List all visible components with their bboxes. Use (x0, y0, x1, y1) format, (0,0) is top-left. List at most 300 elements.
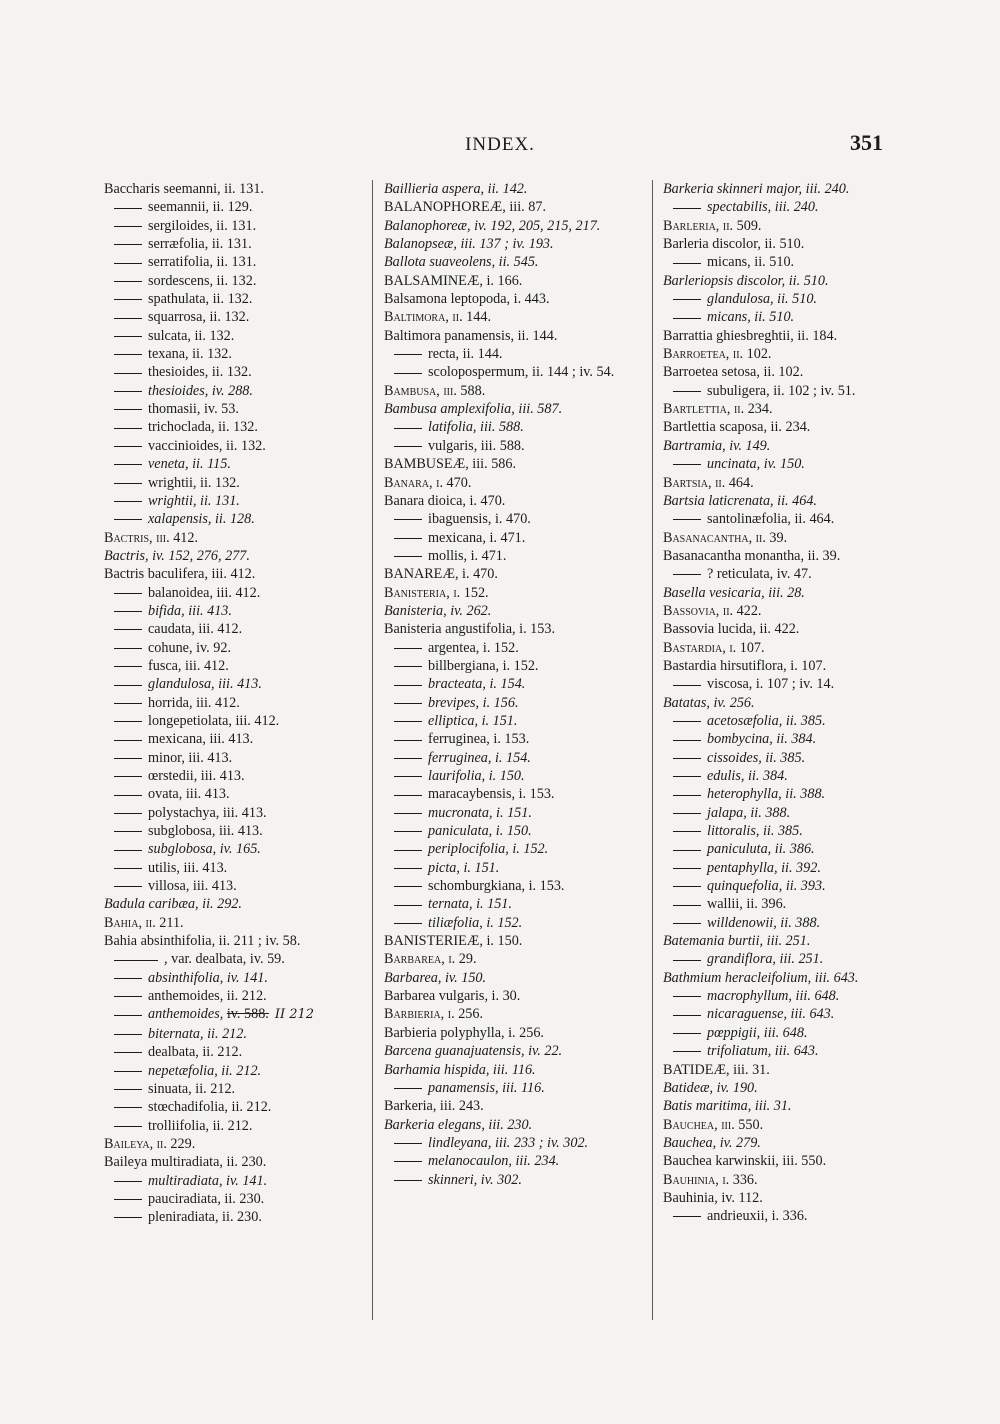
ditto-dash (114, 978, 142, 979)
ditto-dash (673, 208, 701, 209)
entry-text: thesioides, ii. 132. (148, 364, 252, 381)
entry-text: trifoliatum, iii. 643. (707, 1043, 819, 1060)
entry-text: vaccinioides, ii. 132. (148, 437, 266, 454)
entry-text: Bartlettia scaposa, ii. 234. (663, 419, 811, 436)
entry-text: Barroetea, ii. 102. (663, 346, 772, 363)
index-subentry (104, 785, 366, 803)
entry-text: micans, ii. 510. (707, 309, 795, 326)
entry-text: Barbieria, i. 256. (384, 1006, 484, 1023)
entry-text: wrightii, ii. 131. (148, 492, 240, 509)
entry-text: utilis, iii. 413. (148, 859, 228, 876)
ditto-dash (673, 263, 701, 264)
index-entry (104, 547, 366, 565)
ditto-dash (394, 721, 422, 722)
index-entry (104, 914, 366, 932)
index-entry (104, 529, 366, 547)
entry-text: ternata, i. 151. (428, 896, 512, 913)
index-entry (663, 932, 925, 950)
index-subentry (104, 363, 366, 381)
index-entry (384, 382, 646, 400)
ditto-dash (394, 813, 422, 814)
ditto-dash (114, 428, 142, 429)
index-subentry (104, 657, 366, 675)
index-subentry (384, 749, 646, 767)
entry-text: lindleyana, iii. 233 ; iv. 302. (428, 1134, 589, 1151)
index-subentry (663, 1024, 925, 1042)
ditto-dash (673, 886, 701, 887)
entry-text: bifida, iii. 413. (148, 602, 232, 619)
index-subentry (663, 382, 925, 400)
ditto-dash (114, 629, 142, 630)
entry-text: sinuata, ii. 212. (148, 1080, 236, 1097)
entry-text: ? reticulata, iv. 47. (707, 566, 812, 583)
index-entry (384, 235, 646, 253)
entry-text: Bauchea, iv. 279. (663, 1134, 761, 1151)
entry-text: Bactris, iii. 412. (104, 529, 199, 546)
ditto-dash (394, 850, 422, 851)
ditto-dash (673, 574, 701, 575)
index-entry (663, 529, 925, 547)
entry-text: heterophylla, ii. 388. (707, 786, 826, 803)
entry-text: macrophyllum, iii. 648. (707, 988, 840, 1005)
entry-text: trichoclada, ii. 132. (148, 419, 258, 436)
ditto-dash (114, 318, 142, 319)
entry-text: , var. dealbata, iv. 59. (164, 951, 285, 968)
entry-text: wallii, ii. 396. (707, 896, 787, 913)
entry-text: thesioides, iv. 288. (148, 382, 253, 399)
entry-text: Bambusa, iii. 588. (384, 382, 486, 399)
index-entry (663, 969, 925, 987)
entry-text: schomburgkiana, i. 153. (428, 878, 565, 895)
index-entry (663, 657, 925, 675)
entry-text: Bambusa amplexifolia, iii. 587. (384, 401, 563, 418)
ditto-dash (114, 299, 142, 300)
entry-text: minor, iii. 413. (148, 749, 233, 766)
index-subentry (104, 694, 366, 712)
ditto-dash (114, 831, 142, 832)
ditto-dash (114, 373, 142, 374)
index-entry (384, 950, 646, 968)
index-subentry (663, 950, 925, 968)
index-subentry (663, 253, 925, 271)
index-subentry (384, 1171, 646, 1189)
index-subentry (104, 455, 366, 473)
index-subentry (663, 767, 925, 785)
index-subentry (104, 1025, 366, 1043)
index-subentry (104, 253, 366, 271)
index-entry (663, 584, 925, 602)
index-entry (384, 198, 646, 216)
index-subentry (384, 914, 646, 932)
ditto-dash (394, 831, 422, 832)
entry-text: subuligera, ii. 102 ; iv. 51. (707, 382, 856, 399)
index-entry (663, 1152, 925, 1170)
index-subentry (104, 474, 366, 492)
entry-text: balanoidea, iii. 412. (148, 584, 261, 601)
index-entry (384, 290, 646, 308)
ditto-dash (114, 391, 142, 392)
ditto-dash (114, 1052, 142, 1053)
ditto-dash (114, 244, 142, 245)
entry-text: mucronata, i. 151. (428, 804, 532, 821)
ditto-dash (673, 758, 701, 759)
ditto-dash (114, 611, 142, 612)
entry-text: subglobosa, iii. 413. (148, 823, 263, 840)
index-entry (384, 1005, 646, 1023)
entry-text: biternata, ii. 212. (148, 1025, 247, 1042)
entry-text: nicaraguense, iii. 643. (707, 1006, 835, 1023)
index-subentry (104, 235, 366, 253)
index-subentry (104, 767, 366, 785)
entry-text: pentaphylla, ii. 392. (707, 859, 821, 876)
entry-text: sordescens, ii. 132. (148, 272, 257, 289)
entry-text: Bartramia, iv. 149. (663, 437, 771, 454)
index-subentry (663, 987, 925, 1005)
entry-text: Barbarea, i. 29. (384, 951, 477, 968)
entry-text: picta, i. 151. (428, 859, 500, 876)
index-subentry (663, 822, 925, 840)
index-entry (663, 639, 925, 657)
index-subentry (384, 547, 646, 565)
entry-text: villosa, iii. 413. (148, 878, 237, 895)
index-subentry (384, 785, 646, 803)
index-subentry (663, 1005, 925, 1023)
index-subentry (384, 1152, 646, 1170)
entry-text: periplocifolia, i. 152. (428, 841, 549, 858)
index-entry (384, 565, 646, 583)
index-subentry (104, 308, 366, 326)
entry-text: uncinata, iv. 150. (707, 456, 805, 473)
ditto-dash (673, 813, 701, 814)
entry-text: Barbieria polyphylla, i. 256. (384, 1024, 544, 1041)
index-subentry (104, 584, 366, 602)
index-subentry (384, 1134, 646, 1152)
index-subentry (384, 639, 646, 657)
ditto-dash (673, 868, 701, 869)
index-subentry (104, 877, 366, 895)
entry-text: Bastardia, i. 107. (663, 639, 765, 656)
entry-text: polystachya, iii. 413. (148, 804, 267, 821)
entry-text: scolopospermum, ii. 144 ; iv. 54. (428, 364, 615, 381)
index-subentry (104, 1005, 366, 1024)
entry-text: mexicana, iii. 413. (148, 731, 254, 748)
index-subentry (384, 804, 646, 822)
page-number: 351 (850, 130, 883, 155)
entry-text: Baltimora, ii. 144. (384, 309, 491, 326)
index-subentry (384, 694, 646, 712)
index-subentry (104, 822, 366, 840)
index-entry (384, 217, 646, 235)
ditto-dash (394, 868, 422, 869)
ditto-dash (114, 813, 142, 814)
entry-text: maracaybensis, i. 153. (428, 786, 555, 803)
entry-text: sulcata, ii. 132. (148, 327, 235, 344)
ditto-dash (114, 795, 142, 796)
index-subentry (104, 217, 366, 235)
ditto-dash (114, 281, 142, 282)
entry-text: littoralis, ii. 385. (707, 823, 803, 840)
index-subentry (104, 510, 366, 528)
entry-text: quinquefolia, ii. 393. (707, 878, 826, 895)
index-subentry (104, 987, 366, 1005)
index-subentry (384, 877, 646, 895)
entry-text: Balanophoreæ, iv. 192, 205, 215, 217. (384, 217, 601, 234)
entry-text: Basella vesicaria, iii. 28. (663, 584, 805, 601)
index-entry (663, 547, 925, 565)
index-subentry (104, 418, 366, 436)
index-subentry (663, 675, 925, 693)
index-entry (663, 620, 925, 638)
entry-text: dealbata, ii. 212. (148, 1044, 243, 1061)
index-entry (104, 932, 366, 950)
ditto-dash (114, 1181, 142, 1182)
entry-text: Basanacantha monantha, ii. 39. (663, 547, 841, 564)
entry-text: Bartsia laticrenata, ii. 464. (663, 492, 817, 509)
index-subentry (663, 914, 925, 932)
index-entry (663, 694, 925, 712)
index-entry (384, 1061, 646, 1079)
entry-text: trolliifolia, ii. 212. (148, 1117, 253, 1134)
index-subentry (663, 730, 925, 748)
ditto-dash (394, 776, 422, 777)
ditto-dash (114, 648, 142, 649)
ditto-dash (673, 299, 701, 300)
ditto-dash (673, 685, 701, 686)
index-subentry (384, 675, 646, 693)
entry-text: Bahia absinthifolia, ii. 211 ; iv. 58. (104, 933, 301, 950)
index-column-1 (104, 180, 366, 1227)
ditto-dash (114, 1107, 142, 1108)
entry-text: cissoides, ii. 385. (707, 749, 806, 766)
index-subentry (384, 859, 646, 877)
ditto-dash (394, 373, 422, 374)
index-entry (663, 235, 925, 253)
index-entry (384, 455, 646, 473)
ditto-dash (114, 519, 142, 520)
ditto-dash (394, 1180, 422, 1181)
ditto-dash (114, 1126, 142, 1127)
entry-text: Barkeria, iii. 243. (384, 1098, 484, 1115)
index-entry (384, 327, 646, 345)
entry-text: Bauhinia, iv. 112. (663, 1189, 763, 1206)
index-subentry (663, 1207, 925, 1225)
index-subentry (104, 400, 366, 418)
ditto-dash (673, 1051, 701, 1052)
entry-text: recta, ii. 144. (428, 346, 503, 363)
entry-text: glandulosa, iii. 413. (148, 676, 262, 693)
running-header-title: INDEX. (465, 134, 535, 155)
entry-text: longepetiolata, iii. 412. (148, 712, 280, 729)
index-subentry (104, 1080, 366, 1098)
entry-text: ferruginea, i. 154. (428, 749, 531, 766)
entry-text: ferruginea, i. 153. (428, 731, 530, 748)
ditto-dash (394, 1088, 422, 1089)
entry-text: andrieuxii, i. 336. (707, 1208, 808, 1225)
ditto-dash (114, 464, 142, 465)
index-subentry (104, 639, 366, 657)
entry-text: Barhamia hispida, iii. 116. (384, 1061, 536, 1078)
entry-text: Bactris baculifera, iii. 412. (104, 566, 256, 583)
entry-text: Bahia, ii. 211. (104, 914, 184, 931)
index-subentry (663, 877, 925, 895)
index-subentry (104, 602, 366, 620)
entry-text: Bassovia lucida, ii. 422. (663, 621, 800, 638)
index-subentry (384, 840, 646, 858)
entry-text: pœppigii, iii. 648. (707, 1024, 808, 1041)
index-entry (104, 565, 366, 583)
entry-text: Barcena guanajuatensis, iv. 22. (384, 1043, 563, 1060)
index-subentry (663, 895, 925, 913)
entry-text: Barroetea setosa, ii. 102. (663, 364, 804, 381)
ditto-dash (673, 831, 701, 832)
index-subentry (384, 822, 646, 840)
index-subentry (104, 290, 366, 308)
entry-text: Baccharis seemanni, ii. 131. (104, 181, 264, 197)
ditto-dash (114, 446, 142, 447)
entry-text: Bassovia, ii. 422. (663, 602, 762, 619)
index-entry (663, 602, 925, 620)
index-entry (663, 474, 925, 492)
entry-text: Bartlettia, ii. 234. (663, 401, 773, 418)
entry-text: Badula caribæa, ii. 292. (104, 896, 242, 913)
entry-text: Batis maritima, iii. 31. (663, 1098, 792, 1115)
entry-text: Baileya multiradiata, ii. 230. (104, 1154, 267, 1171)
ditto-dash (114, 960, 158, 961)
ditto-dash (394, 758, 422, 759)
entry-text: Bathmium heracleifolium, iii. 643. (663, 969, 859, 986)
entry-text: Barkeria elegans, iii. 230. (384, 1116, 533, 1133)
index-entry (663, 363, 925, 381)
ditto-dash (673, 740, 701, 741)
index-subentry (663, 859, 925, 877)
entry-text: subglobosa, iv. 165. (148, 841, 261, 858)
index-entry (384, 180, 646, 198)
entry-text: skinneri, iv. 302. (428, 1171, 522, 1188)
ditto-dash (394, 519, 422, 520)
index-subentry (104, 712, 366, 730)
ditto-dash (394, 354, 422, 355)
entry-text: squarrosa, ii. 132. (148, 309, 250, 326)
entry-text: absinthifolia, iv. 141. (148, 969, 268, 986)
index-entry (384, 272, 646, 290)
ditto-dash (394, 905, 422, 906)
entry-text: bracteata, i. 154. (428, 676, 526, 693)
ditto-dash (673, 318, 701, 319)
index-entry (663, 1116, 925, 1134)
index-subentry (104, 437, 366, 455)
index-subentry (663, 1042, 925, 1060)
ditto-dash (394, 428, 422, 429)
entry-text: Barkeria skinneri major, iii. 240. (663, 181, 850, 197)
index-subentry (384, 437, 646, 455)
ditto-dash (114, 1015, 142, 1016)
index-subentry (104, 730, 366, 748)
entry-text: BALANOPHOREÆ, iii. 87. (384, 199, 546, 216)
ditto-dash (394, 1143, 422, 1144)
entry-text: Baileya, ii. 229. (104, 1135, 196, 1152)
ditto-dash (394, 556, 422, 557)
ditto-dash (114, 1034, 142, 1035)
entry-text: Barrattia ghiesbreghtii, ii. 184. (663, 327, 838, 344)
entry-text: xalapensis, ii. 128. (148, 511, 255, 528)
index-entry (384, 932, 646, 950)
ditto-dash (114, 1089, 142, 1090)
index-subentry (663, 712, 925, 730)
index-subentry (104, 969, 366, 987)
entry-text: œrstedii, iii. 413. (148, 768, 245, 784)
entry-text: horrida, iii. 412. (148, 694, 240, 711)
ditto-dash (673, 905, 701, 906)
ditto-dash (114, 1071, 142, 1072)
index-subentry (384, 895, 646, 913)
entry-text: BAMBUSEÆ, iii. 586. (384, 456, 517, 473)
ditto-dash (114, 354, 142, 355)
entry-text: Barleria discolor, ii. 510. (663, 236, 805, 253)
ditto-dash (673, 923, 701, 924)
index-subentry (663, 785, 925, 803)
entry-text: anthemoides, ii. 212. (148, 988, 267, 1005)
index-subentry (663, 804, 925, 822)
entry-text: BANAREÆ, i. 470. (384, 566, 498, 583)
entry-text: caudata, iii. 412. (148, 621, 243, 638)
ditto-dash (394, 648, 422, 649)
entry-text: edulis, ii. 384. (707, 768, 788, 784)
index-column-3 (663, 180, 925, 1226)
entry-text: ovata, iii. 413. (148, 786, 230, 803)
ditto-dash (114, 226, 142, 227)
ditto-dash (114, 593, 142, 594)
entry-text: brevipes, i. 156. (428, 694, 519, 711)
index-entry (384, 987, 646, 1005)
entry-text: sergiloides, ii. 131. (148, 217, 257, 234)
index-entry (384, 308, 646, 326)
index-entry (384, 474, 646, 492)
ditto-dash (394, 666, 422, 667)
index-subentry (663, 510, 925, 528)
entry-text: Basanacantha, ii. 39. (663, 529, 788, 546)
ditto-dash (673, 776, 701, 777)
entry-text: wrightii, ii. 132. (148, 474, 240, 491)
entry-text: argentea, i. 152. (428, 639, 519, 656)
ditto-dash (673, 1216, 701, 1217)
ditto-dash (394, 1161, 422, 1162)
entry-text: mexicana, i. 471. (428, 529, 526, 546)
ditto-dash (114, 336, 142, 337)
index-subentry (104, 1172, 366, 1190)
entry-text: Ballota suaveolens, ii. 545. (384, 254, 539, 271)
entry-text: Bauchea, iii. 550. (663, 1116, 764, 1133)
entry-text: mollis, i. 471. (428, 547, 507, 564)
index-subentry (384, 712, 646, 730)
index-subentry (104, 327, 366, 345)
entry-text: Balanopseæ, iii. 137 ; iv. 193. (384, 236, 554, 253)
index-entry (104, 180, 366, 198)
entry-text: Banara dioica, i. 470. (384, 492, 506, 509)
ditto-dash (114, 666, 142, 667)
index-subentry (104, 1098, 366, 1116)
struck-reference: iv. 588. (226, 1006, 269, 1023)
entry-text: elliptica, i. 151. (428, 712, 518, 729)
index-entry (663, 1134, 925, 1152)
ditto-dash (114, 1199, 142, 1200)
index-subentry (384, 730, 646, 748)
index-subentry (104, 840, 366, 858)
entry-text: ibaguensis, i. 470. (428, 511, 531, 528)
index-entry (663, 400, 925, 418)
entry-text: paniculata, i. 150. (428, 823, 532, 840)
index-subentry (663, 308, 925, 326)
index-subentry (663, 565, 925, 583)
